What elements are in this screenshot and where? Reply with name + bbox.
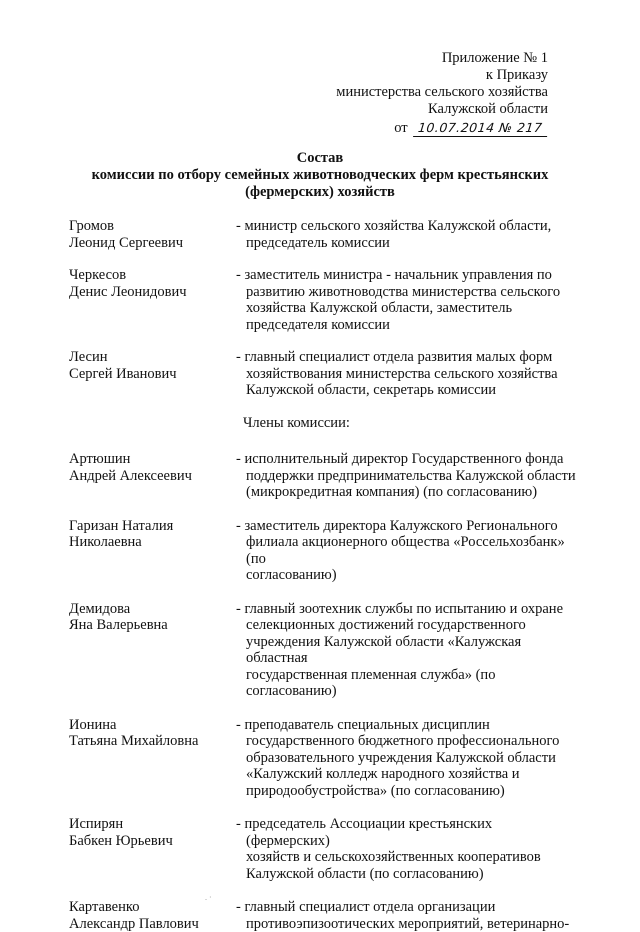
member-given-name: Андрей Алексеевич <box>69 468 236 485</box>
member-surname: Лесин <box>69 349 236 366</box>
member-row <box>69 601 579 700</box>
member-name <box>69 349 236 399</box>
document-title <box>0 150 640 201</box>
member-role: - преподаватель специальных дисциплин государственного бюджетного профессионального образовательного учреждения Калужской области «Калужский колледж народного хозяйства и природообустройства» (по согласованию) <box>236 717 579 800</box>
member-name <box>69 518 236 584</box>
member-name <box>69 601 236 700</box>
member-role: - главный специалист отдела развития малых форм хозяйствования министерства сельского хозяйства Калужской области, секретарь комиссии <box>236 349 579 399</box>
member-role: - министр сельского хозяйства Калужской области, председатель комиссии <box>236 218 579 251</box>
member-given-name: Сергей Иванович <box>69 366 236 383</box>
member-surname: Ионина <box>69 717 236 734</box>
member-row <box>69 816 579 882</box>
commission-list <box>69 218 579 932</box>
member-given-name: Александр Павлович <box>69 916 236 932</box>
member-role: - председатель Ассоциации крестьянских (фермерских) хозяйств и сельскохозяйственных кооперативов Калужской области (по согласованию) <box>236 816 579 882</box>
member-name <box>69 816 236 882</box>
annex-order-ref: к Приказу <box>336 67 548 84</box>
member-role: - главный специалист отдела организации противоэпизоотических мероприятий, ветеринарно- <box>236 899 579 932</box>
member-surname: Картавенко <box>69 899 236 916</box>
member-given-name: Николаевна <box>69 534 236 551</box>
member-surname: Демидова <box>69 601 236 618</box>
title-line-2: комиссии по отбору семейных животноводческих ферм крестьянских <box>0 167 640 184</box>
member-name <box>69 717 236 800</box>
member-role: - исполнительный директор Государственного фонда поддержки предпринимательства Калужской области (микрокредитная компания) (по согласованию) <box>236 451 579 501</box>
member-surname: Громов <box>69 218 236 235</box>
member-surname: Черкесов <box>69 267 236 284</box>
member-row <box>69 349 579 399</box>
annex-ministry: министерства сельского хозяйства <box>336 84 548 101</box>
member-row <box>69 451 579 501</box>
member-row <box>69 717 579 800</box>
member-given-name: Бабкен Юрьевич <box>69 833 236 850</box>
member-row <box>69 218 579 251</box>
member-surname: Гаризан Наталия <box>69 518 236 535</box>
member-row <box>69 267 579 333</box>
title-line-3: (фермерских) хозяйств <box>0 184 640 201</box>
member-name <box>69 451 236 501</box>
member-given-name: Татьяна Михайловна <box>69 733 236 750</box>
title-line-1: Состав <box>0 150 640 167</box>
member-name <box>69 899 236 932</box>
scan-speck: .· <box>205 893 214 902</box>
handwritten-date-number: 10.07.2014 № 217 <box>413 119 549 137</box>
member-surname: Артюшин <box>69 451 236 468</box>
annex-header <box>336 50 548 137</box>
member-role: - главный зоотехник службы по испытанию и охране селекционных достижений государственного учреждения Калужской области «Калужская областная государственная племенная служба» (по согласованию) <box>236 601 579 700</box>
member-role: - заместитель директора Калужского Регионального филиала акционерного общества «Россельхозбанк» (по согласованию) <box>236 518 579 584</box>
member-role: - заместитель министра - начальник управления по развитию животноводства министерства сельского хозяйства Калужской области, заместитель председателя комиссии <box>236 267 579 333</box>
annex-date-row <box>336 119 548 137</box>
annex-region: Калужской области <box>336 101 548 118</box>
member-given-name: Денис Леонидович <box>69 284 236 301</box>
member-row <box>69 518 579 584</box>
member-name <box>69 267 236 333</box>
annex-from-label: от <box>394 120 407 136</box>
member-name <box>69 218 236 251</box>
members-heading: Члены комиссии: <box>243 415 579 432</box>
member-row <box>69 899 579 932</box>
member-given-name: Яна Валерьевна <box>69 617 236 634</box>
member-surname: Испирян <box>69 816 236 833</box>
member-given-name: Леонид Сергеевич <box>69 235 236 252</box>
annex-number: Приложение № 1 <box>336 50 548 67</box>
